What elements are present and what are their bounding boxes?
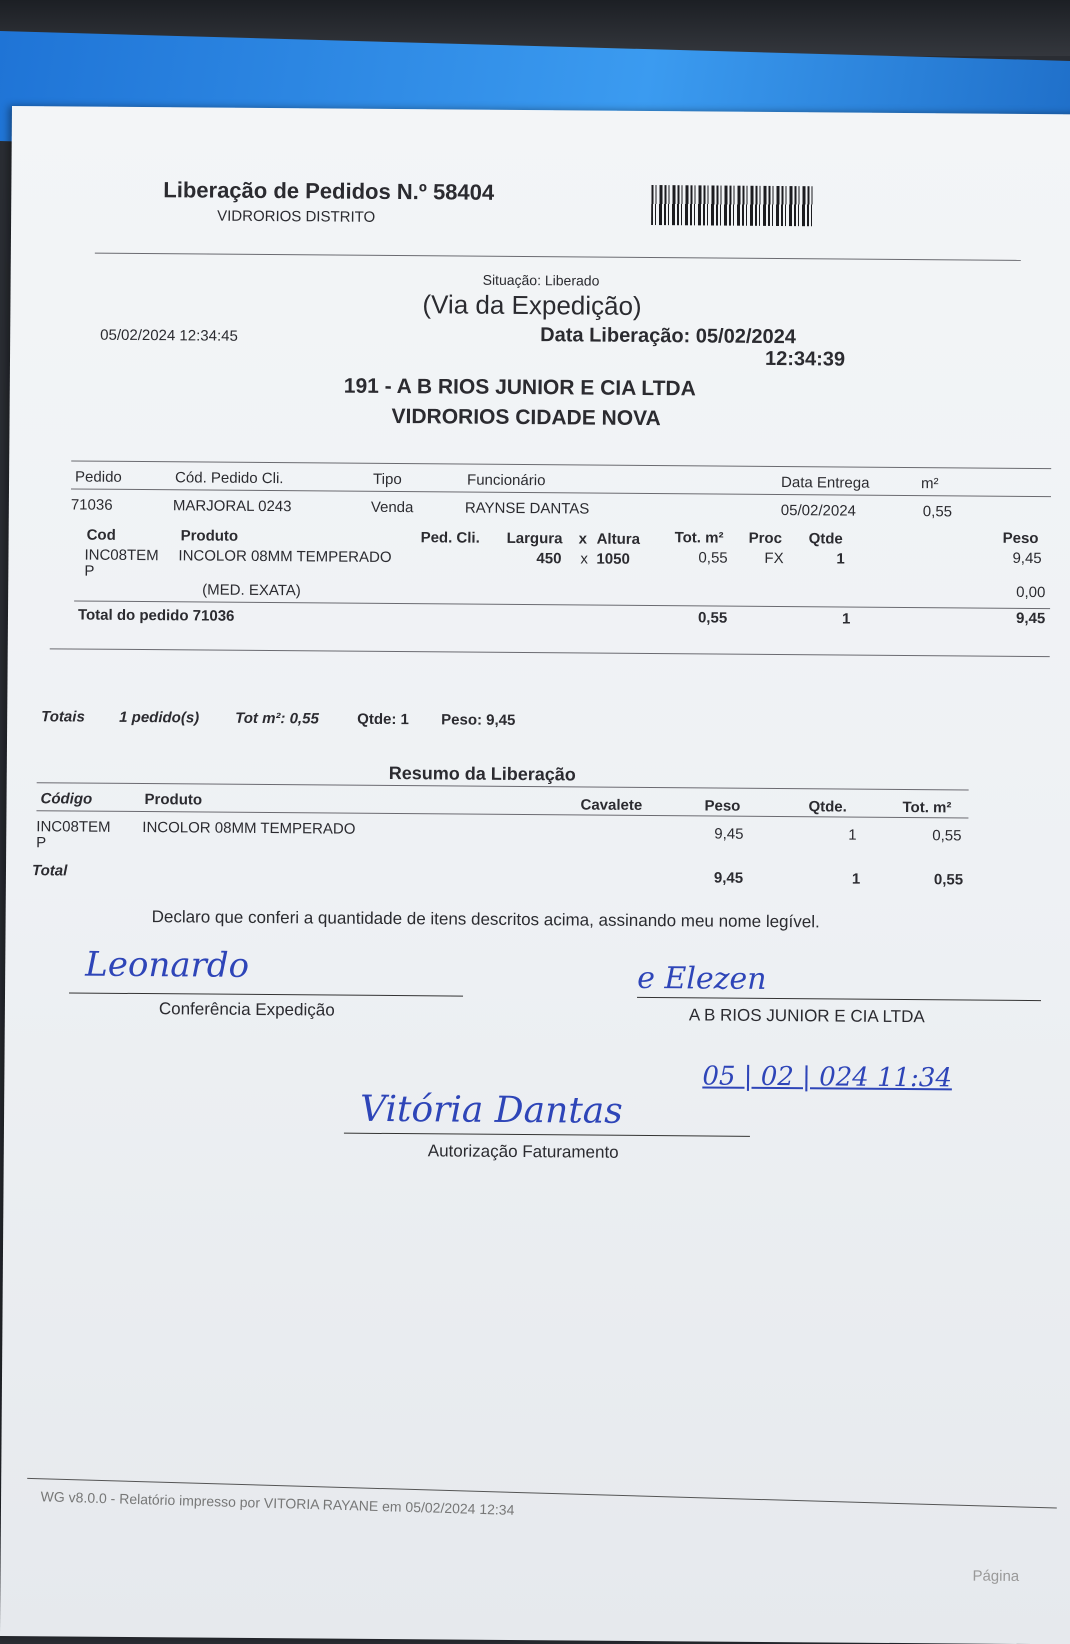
item-note-peso: 0,00 <box>1016 583 1046 602</box>
summary-total-qtde: 1 <box>851 870 861 888</box>
summary-peso: 9,45 <box>714 825 744 843</box>
summary-col-peso: Peso <box>704 797 741 815</box>
item-x: x <box>580 550 589 568</box>
item-cod-line2: P <box>84 562 95 580</box>
handwritten-date: 05 | 02 | 024 11:34 <box>702 1061 953 1094</box>
totals-pedidos: 1 pedido(s) <box>119 708 200 727</box>
header-divider <box>95 253 1021 261</box>
summary-col-codigo: Código <box>40 790 93 808</box>
totals-m2: Tot m²: 0,55 <box>235 709 319 728</box>
totals-qtde: Qtde: 1 <box>357 710 409 729</box>
client-branch: VIDRORIOS CIDADE NOVA <box>391 404 661 431</box>
totals-peso: Peso: 9,45 <box>441 711 516 729</box>
summary-codigo-line1: INC08TEM <box>36 818 111 836</box>
item-peso: 9,45 <box>1012 549 1042 568</box>
signature-conferencia: Leonardo <box>85 944 250 986</box>
summary-codigo-line2: P <box>36 834 47 852</box>
status-text: Situação: Liberado <box>482 271 600 289</box>
signature-line-left <box>69 992 463 996</box>
summary-total-label: Total <box>31 862 68 880</box>
order-total-label: Total do pedido 71036 <box>77 606 235 625</box>
order-total-qtde: 1 <box>841 610 851 628</box>
summary-tot-m2: 0,55 <box>932 827 962 845</box>
signature-faturamento: Vitória Dantas <box>359 1088 623 1132</box>
order-table-top-line <box>71 460 1051 469</box>
item-qtde: 1 <box>836 550 845 568</box>
order-cod-cli: MARJORAL 0243 <box>172 497 292 516</box>
order-pedido: 71036 <box>70 496 113 514</box>
footer-page: Página <box>972 1567 1020 1585</box>
item-note: (MED. EXATA) <box>202 581 301 600</box>
release-date: Data Liberação: 05/02/2024 <box>540 324 796 349</box>
print-datetime: 05/02/2024 12:34:45 <box>100 326 238 345</box>
summary-total-peso: 9,45 <box>713 869 744 887</box>
col-m2: m² <box>920 475 939 493</box>
item-tot-m2: 0,55 <box>698 549 728 567</box>
summary-produto: INCOLOR 08MM TEMPERADO <box>142 819 356 838</box>
release-time: 12:34:39 <box>764 347 846 371</box>
summary-col-tot-m2: Tot. m² <box>902 799 952 817</box>
signature-client: e Elezen <box>637 960 767 997</box>
order-tipo: Venda <box>370 498 414 517</box>
copy-type: (Via da Expedição) <box>422 289 642 321</box>
summary-total-tot-m2: 0,55 <box>933 871 964 889</box>
item-largura: 450 <box>536 550 562 568</box>
col-cod: Cod <box>86 526 116 544</box>
order-total-peso: 9,45 <box>1015 609 1046 628</box>
summary-col-produto: Produto <box>144 791 203 809</box>
signature-label-center: Autorização Faturamento <box>427 1141 619 1162</box>
signature-label-left: Conferência Expedição <box>158 999 335 1020</box>
footer-text: WG v8.0.0 - Relatório impresso por VITORIA RAYANE em 05/02/2024 12:34 <box>40 1488 515 1518</box>
col-qtde: Qtde <box>808 530 843 548</box>
barcode <box>651 185 813 226</box>
col-funcionario: Funcionário <box>467 471 546 490</box>
item-proc: FX <box>764 549 784 568</box>
col-data-entrega: Data Entrega <box>780 474 870 492</box>
col-proc: Proc <box>748 529 783 548</box>
col-tipo: Tipo <box>373 470 402 489</box>
order-section-divider <box>50 648 1050 657</box>
col-cod-cli: Cód. Pedido Cli. <box>175 469 284 488</box>
document-page <box>0 106 1070 1644</box>
col-peso: Peso <box>1002 529 1039 548</box>
signature-line-right <box>637 997 1041 1001</box>
order-total-m2: 0,55 <box>697 609 728 627</box>
col-produto: Produto <box>180 527 239 545</box>
order-header-line <box>71 488 1051 497</box>
summary-qtde: 1 <box>848 826 857 844</box>
summary-col-qtde: Qtde. <box>808 798 847 816</box>
col-altura: Altura <box>596 530 641 548</box>
footer <box>40 1478 1070 1518</box>
summary-title: Resumo da Liberação <box>388 762 576 785</box>
summary-col-cavalete: Cavalete <box>580 796 643 814</box>
issuer-company: VIDRORIOS DISTRITO <box>217 207 376 226</box>
col-largura: Largura <box>506 529 563 548</box>
col-tot-m2: Tot. m² <box>674 529 724 547</box>
signature-line-center <box>344 1133 750 1137</box>
item-produto: INCOLOR 08MM TEMPERADO <box>178 547 392 566</box>
col-pedido: Pedido <box>75 468 122 486</box>
order-funcionario: RAYNSE DANTAS <box>464 499 590 518</box>
client-name: 191 - A B RIOS JUNIOR E CIA LTDA <box>343 374 696 401</box>
order-m2: 0,55 <box>922 503 953 521</box>
declaration-text: Declaro que conferi a quantidade de itens descritos acima, assinando meu nome legível. <box>151 907 820 932</box>
order-data-entrega: 05/02/2024 <box>780 502 856 520</box>
totals-label: Totais <box>41 708 85 726</box>
col-ped-cli: Ped. Cli. <box>420 529 480 547</box>
document-title: Liberação de Pedidos N.º 58404 <box>163 177 495 205</box>
item-cod-line1: INC08TEM <box>84 546 159 565</box>
item-altura: 1050 <box>596 550 630 568</box>
col-x: x <box>578 530 588 548</box>
signature-label-right: A B RIOS JUNIOR E CIA LTDA <box>688 1005 925 1027</box>
